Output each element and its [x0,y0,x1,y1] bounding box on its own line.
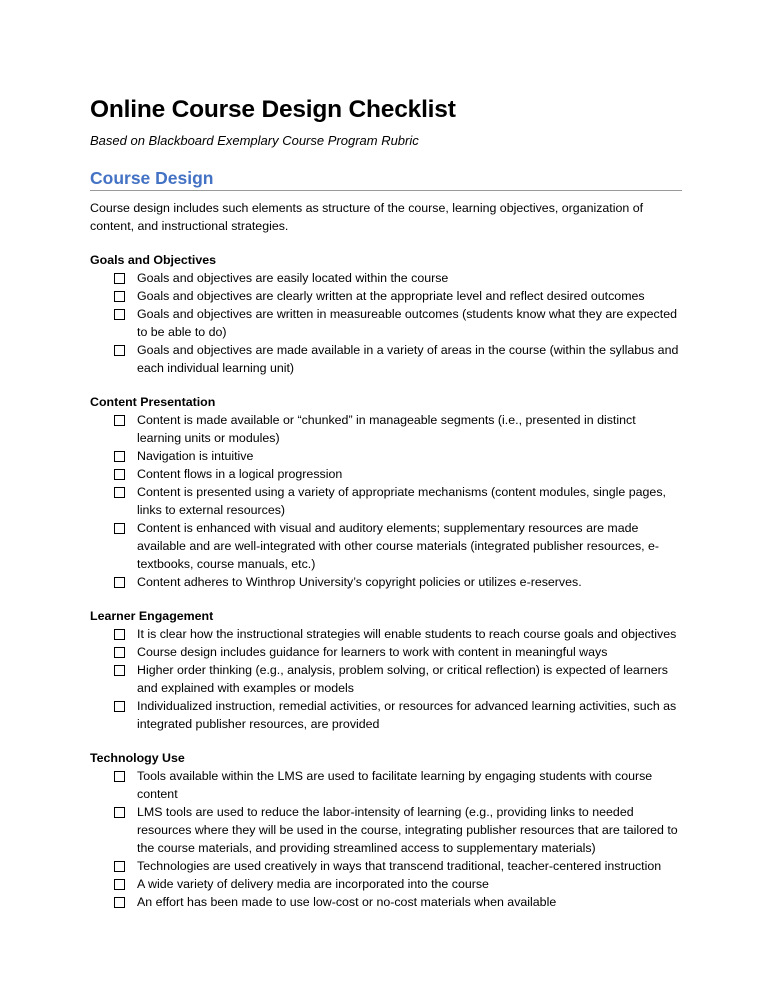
checklist-item-text: Goals and objectives are written in measureable outcomes (students know what they are expected to be able to do) [137,307,677,339]
checklist-item-text: Course design includes guidance for learners to work with content in meaningful ways [137,645,608,659]
checklist-item-text: LMS tools are used to reduce the labor-intensity of learning (e.g., providing links to needed resources where they will be used in the course, integrating publisher resources that are tailored to the course materials, and providing streamlined access to supplementary materials) [137,805,678,855]
group-learner-engagement [90,607,682,733]
checkbox[interactable] [114,897,125,908]
document-page [90,95,682,911]
group-goals-objectives [90,251,682,377]
page-subtitle: Based on Blackboard Exemplary Course Program Rubric [90,133,419,148]
checkbox[interactable] [114,523,125,534]
checklist-item-text: Content is presented using a variety of appropriate mechanisms (content modules, single pages, links to external resources) [137,485,666,517]
checklist-item [90,269,682,287]
checklist-item [90,767,682,803]
group-content-presentation [90,393,682,591]
checkbox[interactable] [114,291,125,302]
group-title: Learner Engagement [90,609,214,623]
group-technology-use [90,749,682,911]
checklist-item-text: Goals and objectives are clearly written at the appropriate level and reflect desired outcomes [137,289,645,303]
checkbox[interactable] [114,469,125,480]
checklist-item [90,643,682,661]
checkbox[interactable] [114,415,125,426]
checklist-item [90,857,682,875]
checkbox[interactable] [114,647,125,658]
checklist-item [90,893,682,911]
checklist-item-text: Content flows in a logical progression [137,467,343,481]
group-title: Goals and Objectives [90,253,217,267]
checkbox[interactable] [114,273,125,284]
checklist-item [90,305,682,341]
checkbox[interactable] [114,451,125,462]
checkbox[interactable] [114,487,125,498]
checklist-item [90,661,682,697]
checklist-item [90,411,682,447]
checklist-item [90,447,682,465]
checklist-item-text: Content adheres to Winthrop University’s copyright policies or utilizes e-reserves. [137,575,582,589]
checkbox[interactable] [114,879,125,890]
section-intro: Course design includes such elements as structure of the course, learning objectives, organization of content, and instructional strategies. [90,201,644,233]
checklist-item-text: Individualized instruction, remedial activities, or resources for advanced learning activities, such as integrated publisher resources, are provided [137,699,677,731]
group-title: Technology Use [90,751,185,765]
checkbox[interactable] [114,861,125,872]
checkbox[interactable] [114,629,125,640]
checklist-item-text: Goals and objectives are easily located within the course [137,271,449,285]
checklist [90,767,682,911]
checklist-item-text: Content is made available or “chunked” in manageable segments (i.e., presented in distinct learning units or modules) [137,413,636,445]
checklist-item-text: Technologies are used creatively in ways that transcend traditional, teacher-centered instruction [137,859,662,873]
checkbox[interactable] [114,345,125,356]
checklist-item-text: A wide variety of delivery media are incorporated into the course [137,877,489,891]
checklist-item-text: Higher order thinking (e.g., analysis, problem solving, or critical reflection) is expected of learners and explained with examples or models [137,663,668,695]
checklist-item-text: It is clear how the instructional strategies will enable students to reach course goals and objectives [137,627,677,641]
checkbox[interactable] [114,771,125,782]
checklist-item-text: Navigation is intuitive [137,449,254,463]
checklist-item [90,287,682,305]
checklist-item [90,483,682,519]
checklist-item [90,875,682,893]
checklist-item [90,465,682,483]
checklist-item-text: Tools available within the LMS are used to facilitate learning by engaging students with course content [137,769,653,801]
checklist-item [90,573,682,591]
checklist-item [90,803,682,857]
checklist-item [90,697,682,733]
checklist [90,411,682,591]
checkbox[interactable] [114,577,125,588]
section-heading: Course Design [90,167,682,191]
checklist [90,269,682,377]
checklist-item-text: Goals and objectives are made available in a variety of areas in the course (within the syllabus and each individual learning unit) [137,343,679,375]
checkbox[interactable] [114,701,125,712]
checklist-item [90,625,682,643]
page-title: Online Course Design Checklist [90,96,456,123]
checklist-item-text: Content is enhanced with visual and auditory elements; supplementary resources are made available and are well-integrated with other course materials (integrated publisher resources, e-textbooks, course manuals, etc.) [137,521,660,571]
checkbox[interactable] [114,807,125,818]
checklist [90,625,682,733]
checkbox[interactable] [114,665,125,676]
checklist-item-text: An effort has been made to use low-cost or no-cost materials when available [137,895,557,909]
checklist-item [90,519,682,573]
checkbox[interactable] [114,309,125,320]
checklist-item [90,341,682,377]
group-title: Content Presentation [90,395,216,409]
